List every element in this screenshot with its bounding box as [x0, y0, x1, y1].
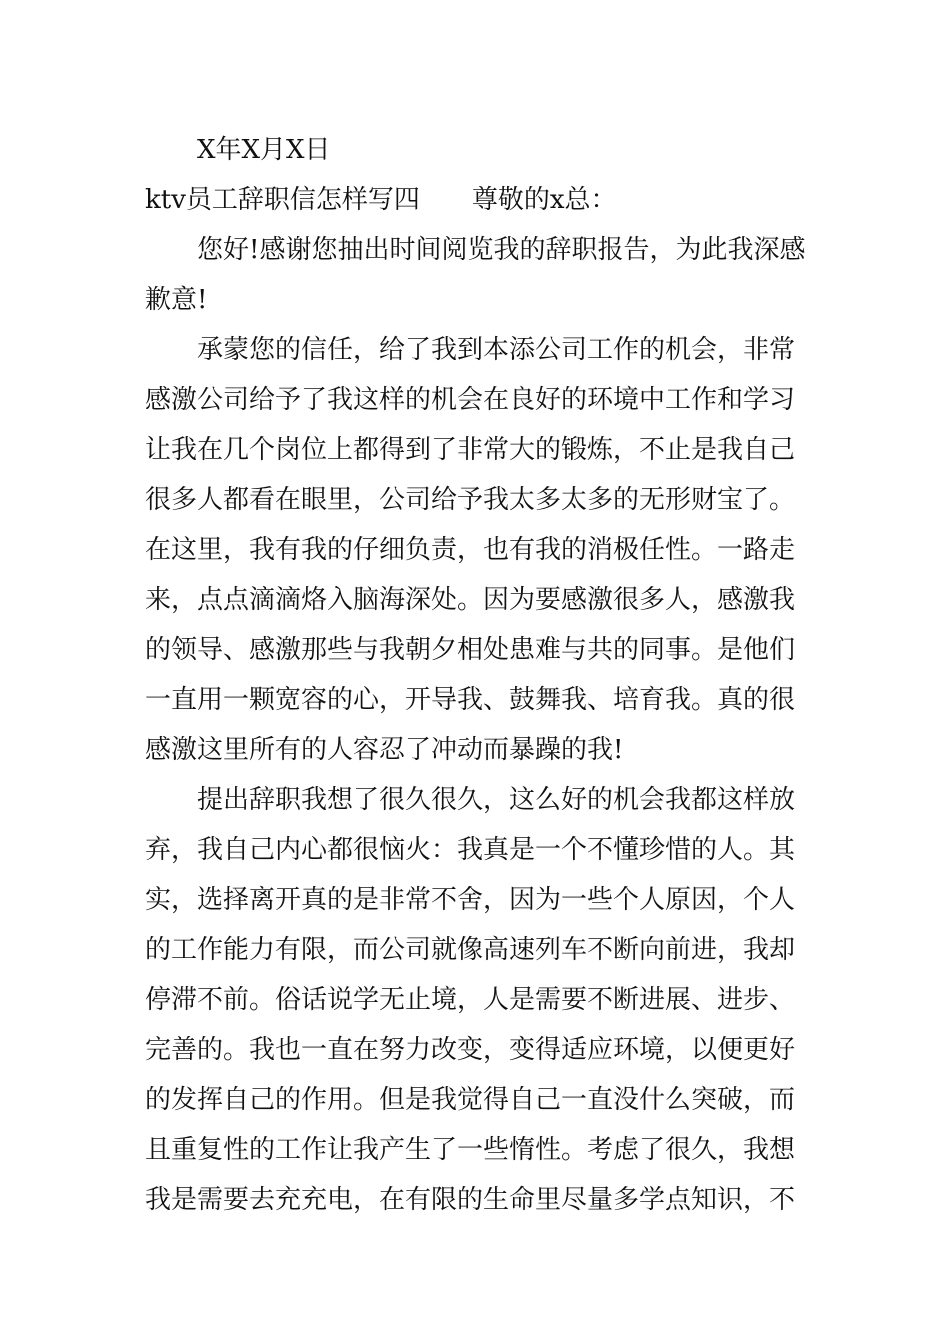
paragraph-line: 在这里，我有我的仔细负责，也有我的消极任性。一路走 — [145, 535, 796, 565]
paragraph-line: 感激公司给予了我这样的机会在良好的环境中工作和学习 — [145, 385, 796, 415]
paragraph-line: 您好!感谢您抽出时间阅览我的辞职报告，为此我深感 — [197, 235, 806, 265]
paragraph-line: 歉意! — [145, 285, 208, 315]
paragraph-line: 让我在几个岗位上都得到了非常大的锻炼，不止是我自己 — [145, 435, 796, 465]
date-line: X年X月X日 — [197, 135, 331, 165]
paragraph-line: 的工作能力有限，而公司就像高速列车不断向前进，我却 — [145, 935, 796, 965]
paragraph-line: 弃，我自己内心都很恼火：我真是一个不懂珍惜的人。其 — [145, 835, 796, 865]
paragraph-line: 来，点点滴滴烙入脑海深处。因为要感激很多人，感激我 — [145, 585, 796, 615]
paragraph-line: 提出辞职我想了很久很久，这么好的机会我都这样放 — [197, 785, 796, 815]
paragraph-line: 的领导、感激那些与我朝夕相处患难与共的同事。是他们 — [145, 635, 796, 665]
paragraph-line: 完善的。我也一直在努力改变，变得适应环境，以便更好 — [145, 1035, 796, 1065]
paragraph-line: 一直用一颗宽容的心，开导我、鼓舞我、培育我。真的很 — [145, 685, 796, 715]
paragraph-line: 实，选择离开真的是非常不舍，因为一些个人原因，个人 — [145, 885, 796, 915]
paragraph-line: 感激这里所有的人容忍了冲动而暴躁的我! — [145, 735, 624, 765]
paragraph-line: 承蒙您的信任，给了我到本添公司工作的机会，非常 — [197, 335, 796, 365]
paragraph-line: 很多人都看在眼里，公司给予我太多太多的无形财宝了。 — [145, 485, 796, 515]
paragraph-line: 的发挥自己的作用。但是我觉得自己一直没什么突破，而 — [145, 1085, 796, 1115]
paragraph-line: 我是需要去充充电，在有限的生命里尽量多学点知识，不 — [145, 1185, 796, 1215]
paragraph-line: 停滞不前。俗话说学无止境，人是需要不断进展、进步、 — [145, 985, 796, 1015]
letter-heading: ktv员工辞职信怎样写四 尊敬的x总： — [145, 185, 617, 215]
paragraph-line: 且重复性的工作让我产生了一些惰性。考虑了很久，我想 — [145, 1135, 796, 1165]
